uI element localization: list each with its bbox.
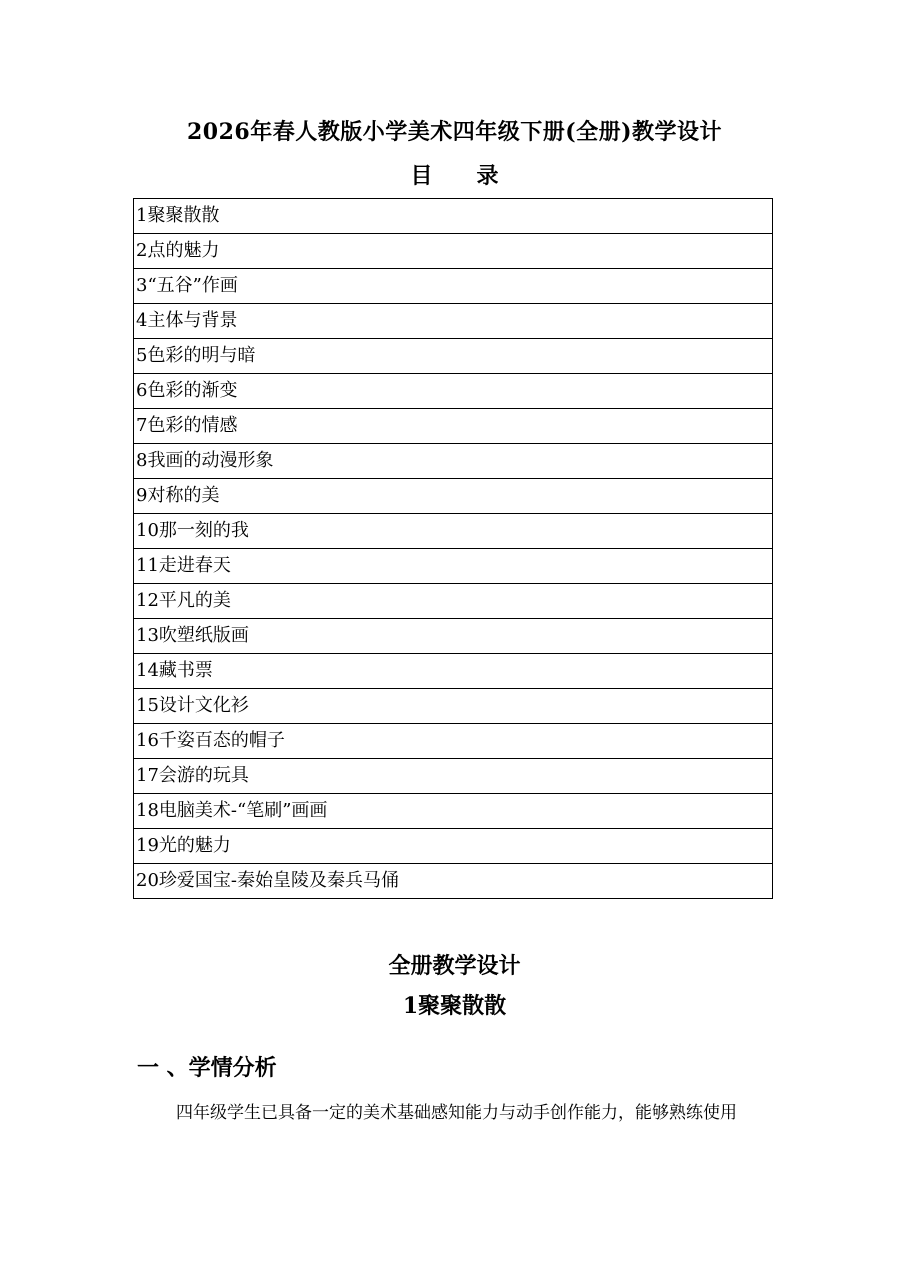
toc-item: 14藏书票 <box>134 654 773 689</box>
toc-item: 12平凡的美 <box>134 584 773 619</box>
toc-row <box>134 374 773 409</box>
toc-row <box>134 234 773 269</box>
section-title: 全册教学设计 <box>388 953 521 979</box>
toc-item: 13吹塑纸版画 <box>134 619 773 654</box>
toc-row <box>134 864 773 899</box>
toc-item: 8我画的动漫形象 <box>134 444 773 479</box>
toc-heading-right: 录 <box>476 163 499 189</box>
toc-item: 17会游的玩具 <box>134 759 773 794</box>
toc-row <box>134 409 773 444</box>
toc-row <box>134 724 773 759</box>
toc-table <box>133 198 773 899</box>
toc-item: 10那一刻的我 <box>134 514 773 549</box>
toc-item: 7色彩的情感 <box>134 409 773 444</box>
toc-heading-left: 目 <box>410 163 433 189</box>
toc-row <box>134 549 773 584</box>
toc-row <box>134 654 773 689</box>
toc-row <box>134 794 773 829</box>
toc-row <box>134 304 773 339</box>
toc-row <box>134 199 773 234</box>
toc-item: 3“五谷”作画 <box>134 269 773 304</box>
toc-row <box>134 829 773 864</box>
toc-row <box>134 339 773 374</box>
toc-row <box>134 689 773 724</box>
toc-heading <box>0 160 909 192</box>
document-title: 2026年春人教版小学美术四年级下册(全册)教学设计 <box>186 119 723 145</box>
toc-row <box>134 584 773 619</box>
analysis-paragraph: 四年级学生已具备一定的美术基础感知能力与动手创作能力，能够熟练使用 <box>176 1103 737 1123</box>
toc-item: 11走进春天 <box>134 549 773 584</box>
toc-row <box>134 479 773 514</box>
toc-row <box>134 759 773 794</box>
toc-item: 1聚聚散散 <box>134 199 773 234</box>
toc-item: 6色彩的渐变 <box>134 374 773 409</box>
toc-row <box>134 444 773 479</box>
analysis-heading: 一 、学情分析 <box>137 1056 277 1081</box>
toc-item: 19光的魅力 <box>134 829 773 864</box>
lesson-title: 1聚聚散散 <box>402 993 507 1019</box>
toc-item: 16千姿百态的帽子 <box>134 724 773 759</box>
toc-row <box>134 619 773 654</box>
toc-row <box>134 514 773 549</box>
toc-item: 5色彩的明与暗 <box>134 339 773 374</box>
toc-item: 20珍爱国宝-秦始皇陵及秦兵马俑 <box>134 864 773 899</box>
toc-item: 4主体与背景 <box>134 304 773 339</box>
toc-item: 2点的魅力 <box>134 234 773 269</box>
toc-item: 18电脑美术-“笔刷”画画 <box>134 794 773 829</box>
toc-row <box>134 269 773 304</box>
toc-item: 15设计文化衫 <box>134 689 773 724</box>
toc-item: 9对称的美 <box>134 479 773 514</box>
